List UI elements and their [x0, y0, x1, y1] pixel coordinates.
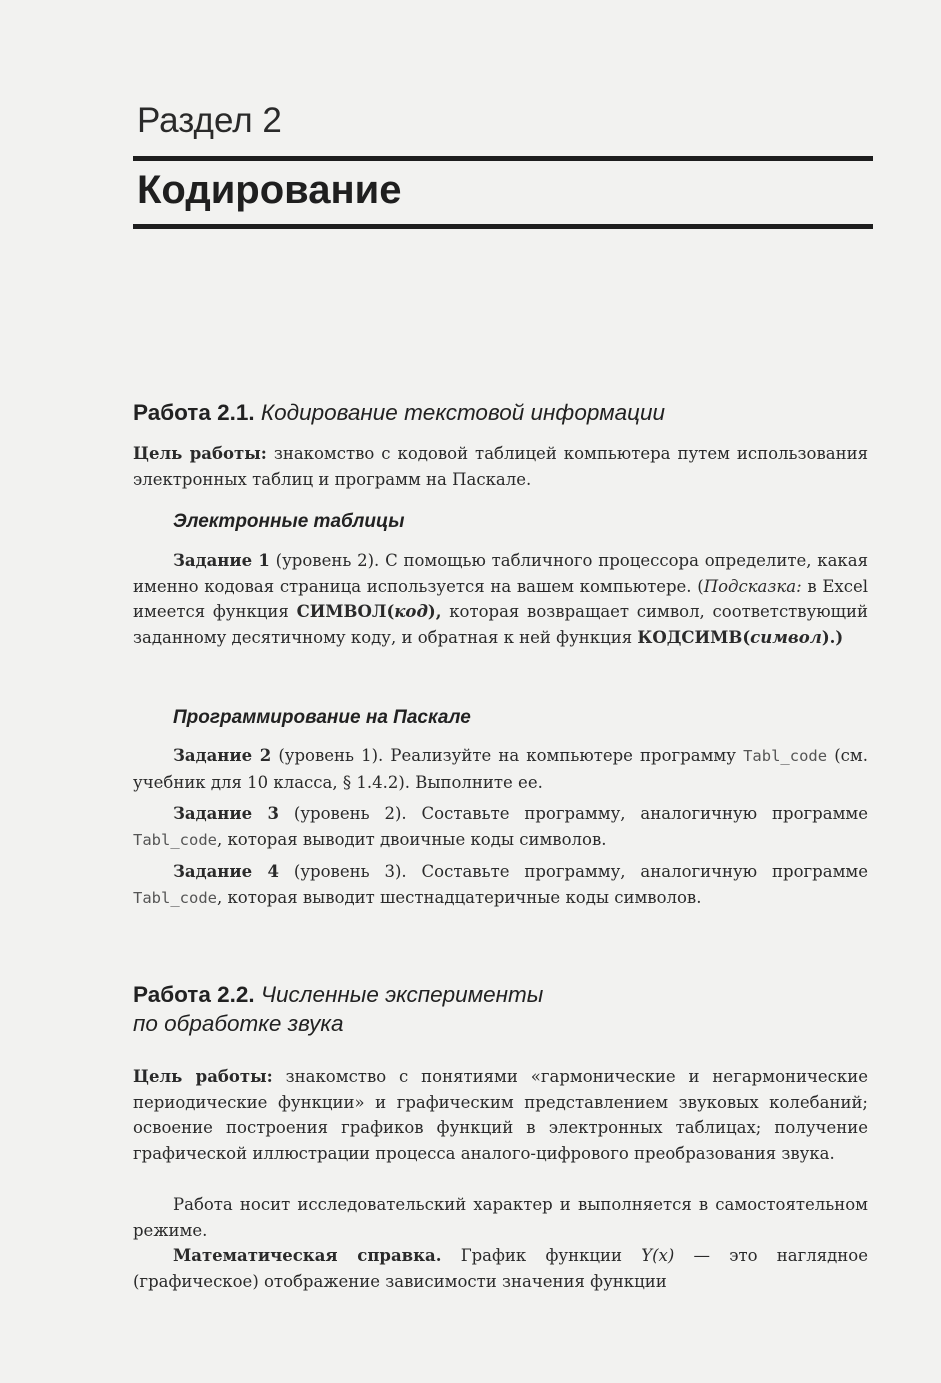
task-3-text-a: (уровень 2). Составьте программу, аналогичную программе: [293, 804, 868, 823]
task-3-label: Задание 3: [173, 804, 279, 823]
task-4-label: Задание 4: [173, 862, 279, 881]
task-4-code: Tabl_code: [133, 888, 217, 907]
work-2-2-number: Работа 2.2.: [133, 982, 255, 1007]
func-code-close: ).): [821, 627, 844, 647]
task-1-label: Задание 1: [173, 551, 270, 570]
task-1-text-c: которая возвращает символ, соответствующий заданному десятичному коду, и обратная к ней функция: [133, 602, 869, 647]
task-2-text-b: (см. учебник для 10 класса, § 1.4.2). Выполните ее.: [133, 746, 868, 792]
func-code: КОДСИМВ(: [637, 627, 751, 647]
work-2-2-title-line2: по обработке звука: [133, 1011, 344, 1036]
title-rule-bottom: [133, 224, 873, 229]
task-1: [133, 548, 868, 650]
title-rule-top: [133, 156, 873, 161]
goal-text-2: знакомство с понятиями «гармонические и негармонические периодические функции» и графическим представлением звуковых колебаний; освоение построения графиков функций в электронных таблицах; получение графической иллюстрации процесса аналого-цифрового преобразования звука.: [133, 1067, 868, 1163]
task-2: [133, 743, 868, 795]
task-2-code: Tabl_code: [743, 747, 828, 765]
math-label: Математическая справка.: [173, 1246, 442, 1265]
section-title: Кодирование: [137, 168, 402, 212]
task-4: [133, 859, 868, 911]
task-3: [133, 801, 868, 853]
hint-label: Подсказка:: [703, 576, 802, 596]
task-3-code: Tabl_code: [133, 830, 217, 849]
subheading-spreadsheets: Электронные таблицы: [173, 511, 405, 532]
work-2-1-heading: [133, 398, 665, 427]
work-2-1-number: Работа 2.1.: [133, 400, 255, 425]
task-1-text-a: (уровень 2). С помощью табличного процессора определите, какая именно кодовая страница используется на вашем компьютере. (: [133, 551, 868, 596]
math-reference: [133, 1243, 868, 1294]
section-label: Раздел 2: [137, 101, 282, 140]
func-symbol-close: ),: [427, 602, 442, 621]
func-symbol: СИМВОЛ(: [296, 602, 395, 621]
task-4-text-b: , которая выводит шестнадцатеричные коды символов.: [217, 887, 702, 907]
math-func: Y(x): [641, 1246, 675, 1265]
task-1-text-b: в Excel имеется функция: [133, 576, 869, 621]
task-3-text-b: , которая выводит двоичные коды символов.: [217, 829, 607, 849]
goal-label: Цель работы:: [133, 444, 267, 463]
work-2-2-para: Работа носит исследовательский характер и выполняется в самостоятельном режиме.: [133, 1195, 868, 1240]
task-2-label: Задание 2: [173, 746, 272, 765]
work-2-1-title: Кодирование текстовой информации: [260, 400, 666, 425]
subheading-pascal: Программирование на Паскале: [173, 707, 471, 728]
func-symbol-arg: код: [394, 602, 428, 621]
goal-text: знакомство с кодовой таблицей компьютера путем использования электронных таблиц и программ на Паскале.: [133, 444, 868, 489]
task-4-text-a: (уровень 3). Составьте программу, аналогичную программе: [293, 862, 868, 881]
work-2-1-goal: [133, 441, 868, 492]
work-2-2-heading: [133, 980, 543, 1038]
task-2-text-a: (уровень 1). Реализуйте на компьютере программу: [278, 746, 736, 765]
work-2-2-goal: [133, 1064, 868, 1166]
goal-label-2: Цель работы:: [133, 1067, 273, 1086]
math-text-a: График функции: [460, 1246, 622, 1265]
math-text-b: — это наглядное (графическое) отображение зависимости значения функции: [133, 1246, 868, 1291]
func-code-arg: символ: [750, 627, 822, 647]
work-2-2-title-line1: Численные эксперименты: [260, 982, 544, 1007]
